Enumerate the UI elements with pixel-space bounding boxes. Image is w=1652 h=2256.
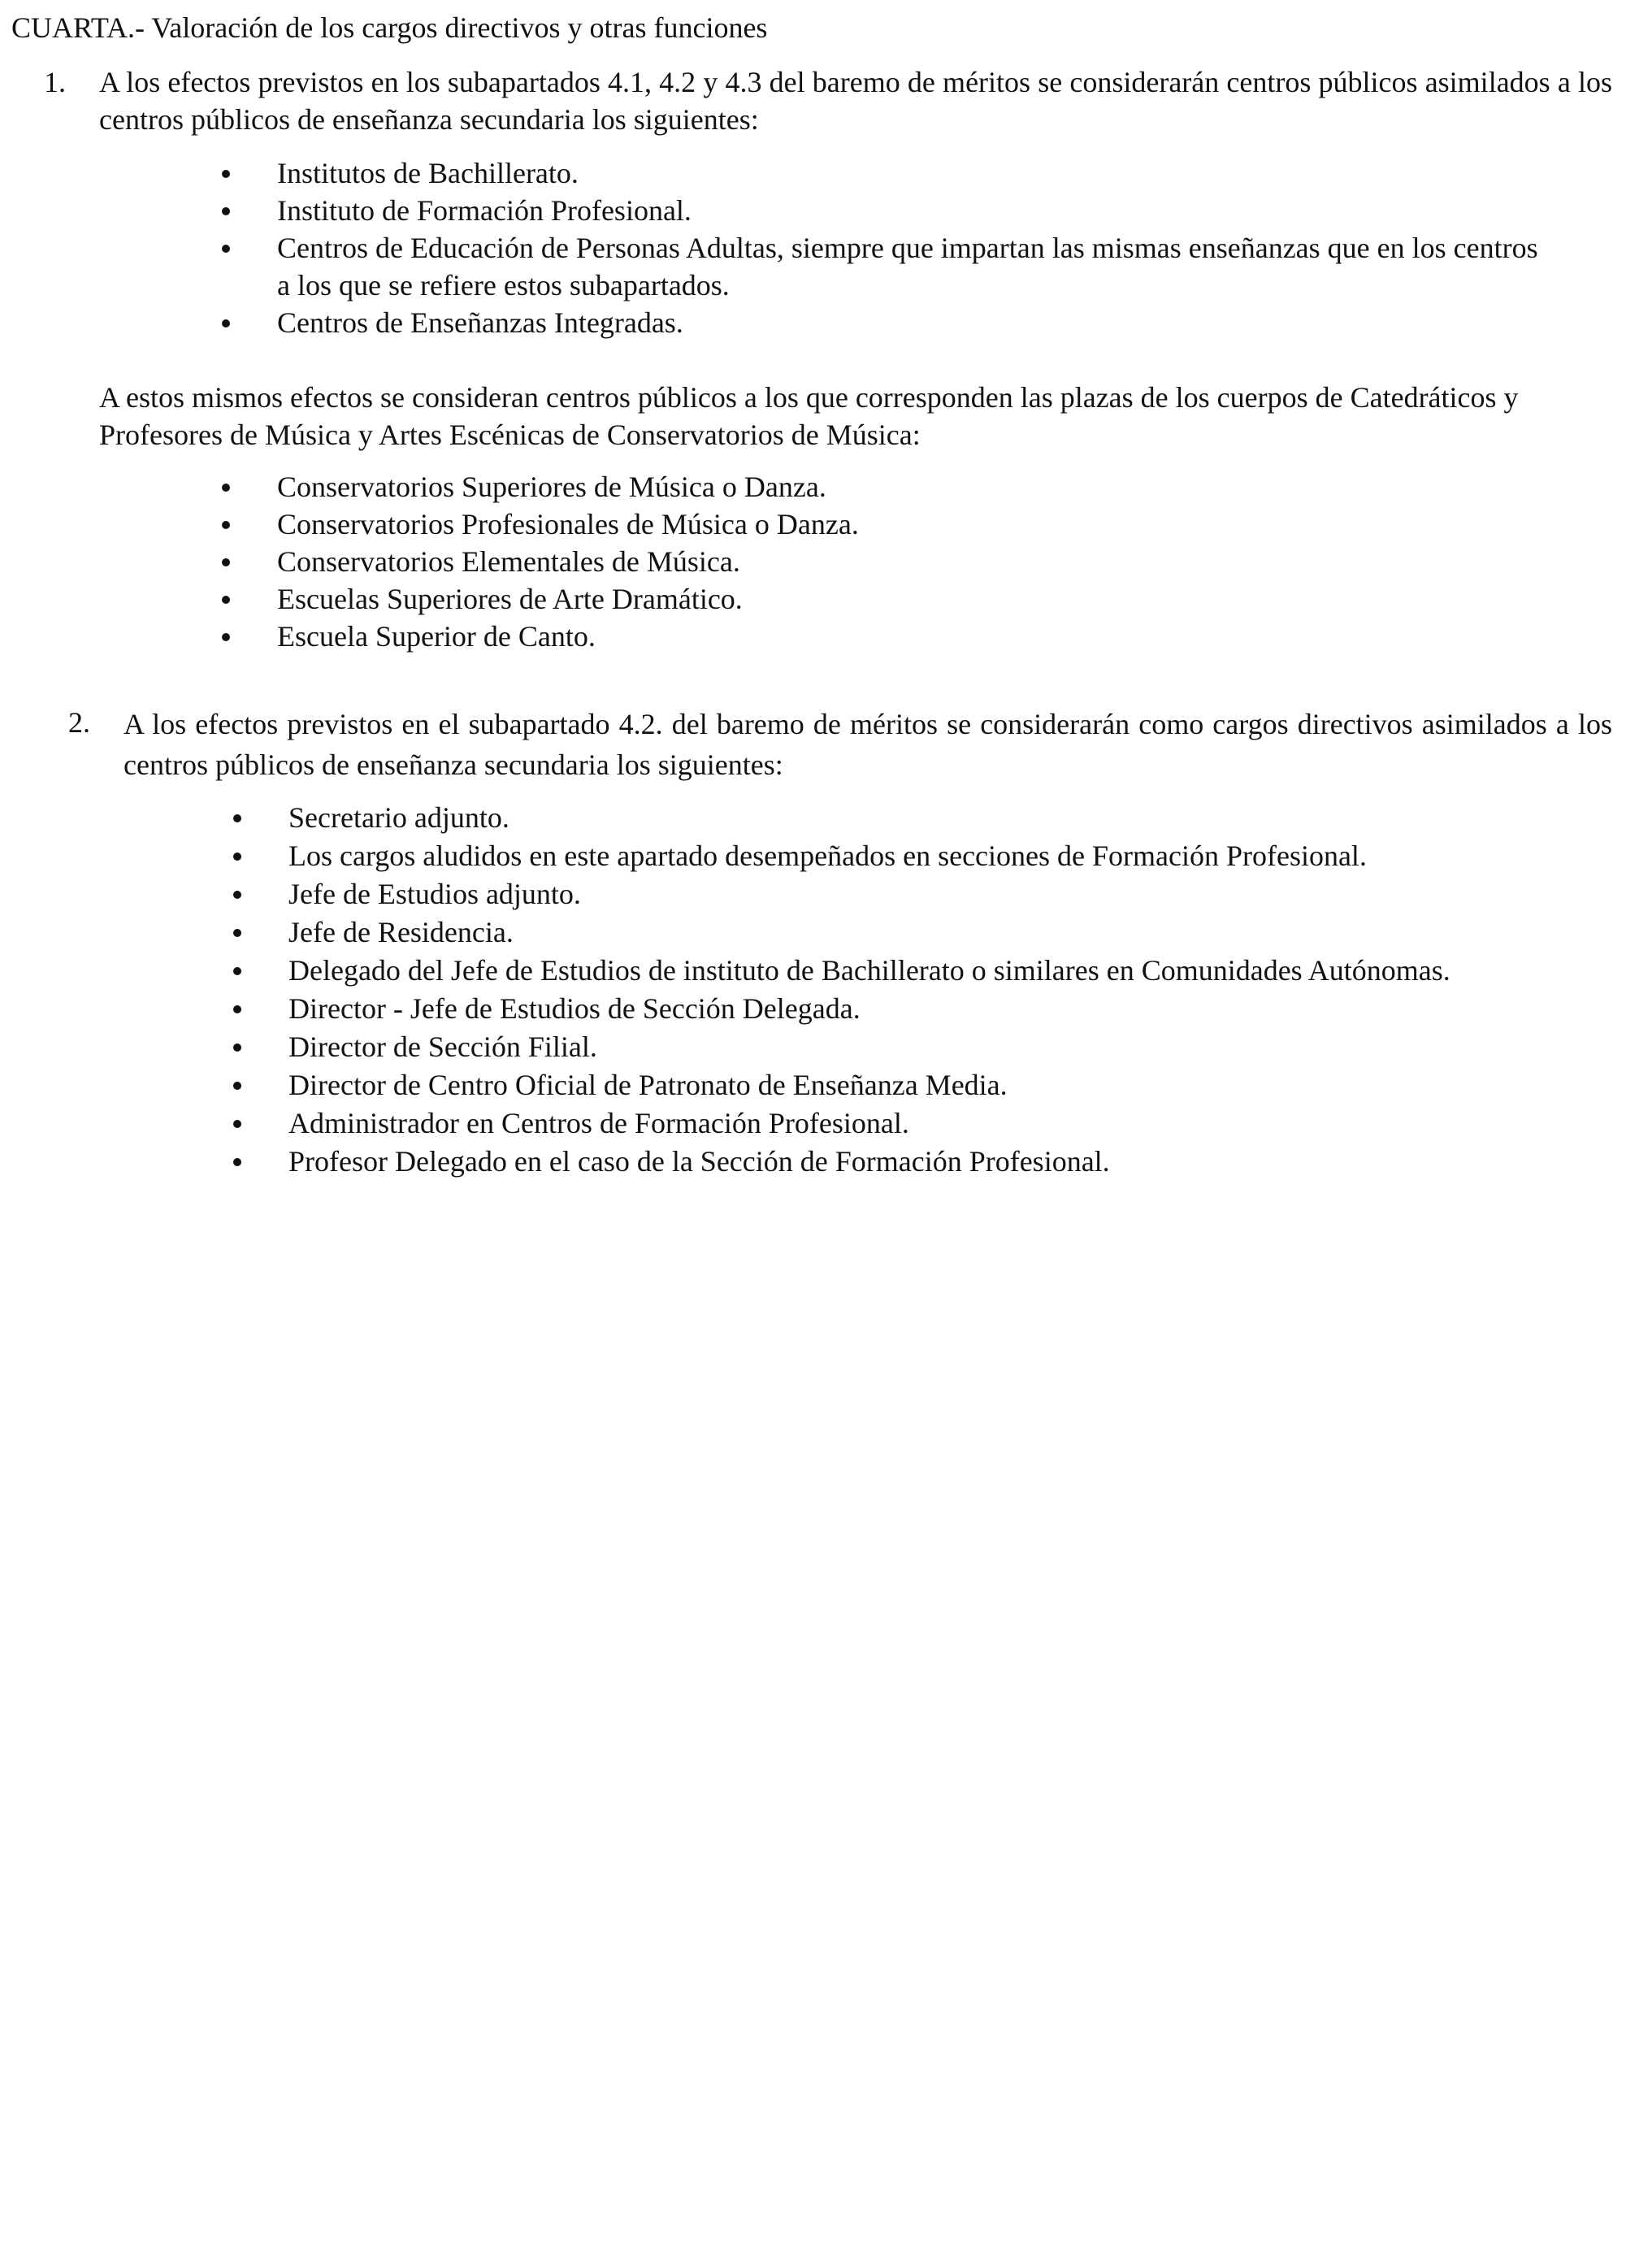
bullet-icon bbox=[222, 245, 230, 253]
list-item bbox=[277, 580, 1545, 618]
bullet-icon bbox=[233, 891, 241, 899]
section-2-number: 2. bbox=[68, 706, 90, 739]
bullet-icon bbox=[222, 319, 230, 328]
list-item bbox=[288, 799, 1589, 837]
bullet-icon bbox=[233, 1043, 241, 1052]
bullet-icon bbox=[233, 1005, 241, 1013]
bullet-icon bbox=[233, 1158, 241, 1166]
bullet-icon bbox=[222, 170, 230, 178]
list-item bbox=[288, 1066, 1589, 1104]
bullet-icon bbox=[233, 967, 241, 975]
list-item-text: Secretario adjunto. bbox=[288, 801, 509, 834]
list-item-text: Institutos de Bachillerato. bbox=[277, 157, 579, 189]
list-item-text: Centros de Educación de Personas Adultas, siempre que impartan las mismas enseñanzas que en los centros a los que se refiere estos subapartados. bbox=[277, 232, 1538, 302]
bullet-icon bbox=[222, 207, 230, 215]
list-item bbox=[288, 990, 1589, 1028]
list-item bbox=[277, 304, 1545, 341]
bullet-icon bbox=[222, 558, 230, 566]
bullet-icon bbox=[222, 484, 230, 492]
list-item-text: Escuela Superior de Canto. bbox=[277, 620, 596, 653]
list-item bbox=[288, 837, 1589, 875]
list-item-text: Director - Jefe de Estudios de Sección Delegada. bbox=[288, 992, 861, 1025]
list-item bbox=[277, 468, 1545, 505]
list-item bbox=[288, 875, 1589, 913]
list-item-text: Director de Sección Filial. bbox=[288, 1030, 597, 1063]
document-heading: CUARTA.- Valoración de los cargos directivos y otras funciones bbox=[11, 11, 768, 44]
list-item-text: Delegado del Jefe de Estudios de instituto de Bachillerato o similares en Comunidades Autónomas. bbox=[288, 954, 1450, 987]
section-1-number: 1. bbox=[44, 66, 66, 98]
list-item-text: Director de Centro Oficial de Patronato de Enseñanza Media. bbox=[288, 1069, 1008, 1101]
list-item bbox=[288, 1028, 1589, 1066]
section-1-list bbox=[277, 154, 1545, 341]
list-item-text: Centros de Enseñanzas Integradas. bbox=[277, 306, 683, 339]
list-item bbox=[277, 505, 1545, 543]
list-item bbox=[277, 154, 1545, 192]
section-1-second-intro: A estos mismos efectos se consideran centros públicos a los que corresponden las plazas de los cuerpos de Catedráticos y Profesores de Música y Artes Escénicas de Conservatorios de Música: bbox=[99, 381, 1519, 451]
list-item bbox=[288, 952, 1589, 990]
list-item-text: Instituto de Formación Profesional. bbox=[277, 194, 692, 227]
bullet-icon bbox=[233, 929, 241, 937]
section-1-conservatory-list bbox=[277, 468, 1545, 655]
bullet-icon bbox=[233, 814, 241, 822]
list-item-text: Conservatorios Superiores de Música o Danza. bbox=[277, 471, 826, 503]
section-1-intro: A los efectos previstos en los subapartados 4.1, 4.2 y 4.3 del baremo de méritos se considerarán centros públicos asimilados a los centros públicos de enseñanza secundaria los siguientes: bbox=[99, 66, 1612, 136]
bullet-icon bbox=[233, 1120, 241, 1128]
bullet-icon bbox=[222, 596, 230, 604]
section-2-list bbox=[288, 799, 1589, 1181]
list-item-text: Jefe de Estudios adjunto. bbox=[288, 878, 581, 910]
list-item-text: Los cargos aludidos en este apartado desempeñados en secciones de Formación Profesional. bbox=[288, 839, 1367, 872]
list-item-text: Profesor Delegado en el caso de la Sección de Formación Profesional. bbox=[288, 1145, 1110, 1178]
list-item-text: Administrador en Centros de Formación Profesional. bbox=[288, 1107, 909, 1139]
list-item-text: Escuelas Superiores de Arte Dramático. bbox=[277, 583, 743, 615]
list-item bbox=[277, 192, 1545, 229]
bullet-icon bbox=[233, 1082, 241, 1090]
list-item-text: Conservatorios Profesionales de Música o Danza. bbox=[277, 508, 859, 540]
list-item-text: Conservatorios Elementales de Música. bbox=[277, 545, 740, 578]
bullet-icon bbox=[222, 521, 230, 529]
list-item bbox=[288, 1104, 1589, 1143]
list-item bbox=[277, 229, 1545, 304]
bullet-icon bbox=[222, 633, 230, 641]
list-item bbox=[288, 1143, 1589, 1181]
list-item-text: Jefe de Residencia. bbox=[288, 916, 514, 948]
section-2-intro: A los efectos previstos en el subapartado 4.2. del baremo de méritos se considerarán como cargos directivos asimilados a los centros públicos de enseñanza secundaria los siguientes: bbox=[124, 708, 1612, 781]
list-item bbox=[277, 618, 1545, 655]
list-item bbox=[277, 543, 1545, 580]
bullet-icon bbox=[233, 853, 241, 861]
list-item bbox=[288, 913, 1589, 952]
